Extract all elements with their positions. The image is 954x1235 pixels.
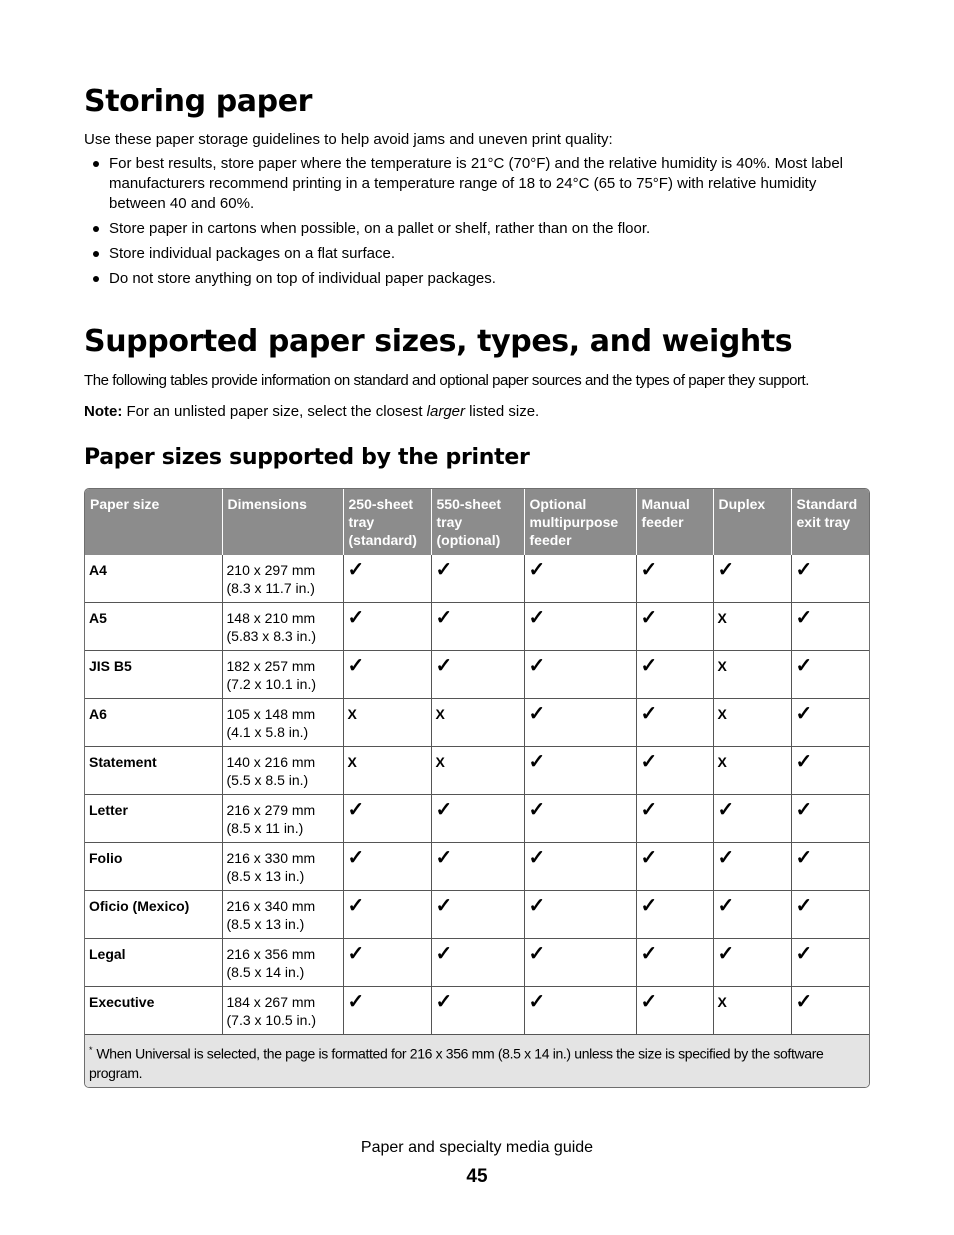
checkmark-icon: ✓: [343, 651, 431, 699]
paper-size-cell: A6: [85, 699, 222, 747]
table-row: [85, 987, 869, 1035]
checkmark-icon: ✓: [713, 555, 791, 603]
checkmark-icon: ✓: [431, 987, 524, 1035]
not-supported-mark: X: [713, 747, 791, 795]
dimensions-cell: [222, 555, 343, 603]
not-supported-mark: X: [431, 699, 524, 747]
checkmark-icon: ✓: [791, 891, 869, 939]
not-supported-mark: X: [713, 699, 791, 747]
checkmark-icon: ✓: [713, 843, 791, 891]
checkmark-icon: ✓: [791, 651, 869, 699]
table-row: [85, 939, 869, 987]
footnote-row: [85, 1035, 869, 1087]
dimensions-in: (7.2 x 10.1 in.): [226, 676, 316, 692]
checkmark-icon: ✓: [431, 651, 524, 699]
checkmark-icon: ✓: [636, 603, 713, 651]
dimensions-in: (4.1 x 5.8 in.): [226, 724, 309, 740]
column-header: Paper size: [85, 489, 222, 555]
supported-sizes-heading: Supported paper sizes, types, and weights: [84, 324, 793, 359]
table-row: [85, 843, 869, 891]
checkmark-icon: ✓: [713, 795, 791, 843]
checkmark-icon: ✓: [524, 939, 636, 987]
dimensions-in: (8.5 x 13 in.): [226, 916, 305, 932]
dimensions-mm: 140 x 216 mm: [226, 754, 316, 770]
storing-intro: Use these paper storage guidelines to help avoid jams and uneven print quality:: [84, 131, 613, 148]
checkmark-icon: ✓: [791, 555, 869, 603]
list-item: For best results, store paper where the temperature is 21°C (70°F) and the relative humidity is 40%. Most label manufacturers recommend printing in a temperature range of 18 to 24°C (65 to 75°F) with relative humidity between 40 and 60%.: [84, 154, 870, 214]
checkmark-icon: ✓: [636, 555, 713, 603]
checkmark-icon: ✓: [636, 843, 713, 891]
dimensions-cell: [222, 987, 343, 1035]
checkmark-icon: ✓: [524, 603, 636, 651]
page-number: 45: [466, 1166, 488, 1187]
checkmark-icon: ✓: [713, 939, 791, 987]
paper-size-cell: Oficio (Mexico): [85, 891, 222, 939]
checkmark-icon: ✓: [636, 747, 713, 795]
dimensions-cell: [222, 939, 343, 987]
checkmark-icon: ✓: [524, 747, 636, 795]
checkmark-icon: ✓: [636, 987, 713, 1035]
paper-size-cell: Folio: [85, 843, 222, 891]
not-supported-mark: X: [343, 747, 431, 795]
checkmark-icon: ✓: [636, 939, 713, 987]
paper-size-cell: A4: [85, 555, 222, 603]
not-supported-mark: X: [713, 987, 791, 1035]
checkmark-icon: ✓: [524, 555, 636, 603]
note-text-post: listed size.: [465, 403, 540, 420]
checkmark-icon: ✓: [343, 987, 431, 1035]
checkmark-icon: ✓: [636, 651, 713, 699]
dimensions-mm: 182 x 257 mm: [226, 658, 316, 674]
table-row: [85, 651, 869, 699]
checkmark-icon: ✓: [524, 795, 636, 843]
checkmark-icon: ✓: [524, 843, 636, 891]
column-header: 250-sheet tray (standard): [343, 489, 431, 555]
checkmark-icon: ✓: [636, 699, 713, 747]
not-supported-mark: X: [343, 699, 431, 747]
table-row: [85, 795, 869, 843]
checkmark-icon: ✓: [343, 555, 431, 603]
footnote-mark: *: [89, 1045, 93, 1055]
column-header: Duplex: [713, 489, 791, 555]
supported-intro: The following tables provide information on standard and optional paper sources and the types of paper they support.: [84, 372, 809, 389]
table-row: [85, 891, 869, 939]
dimensions-cell: [222, 843, 343, 891]
column-header: Optional multipurpose feeder: [524, 489, 636, 555]
column-header: Dimensions: [222, 489, 343, 555]
not-supported-mark: X: [713, 651, 791, 699]
dimensions-in: (7.3 x 10.5 in.): [226, 1012, 316, 1028]
checkmark-icon: ✓: [791, 939, 869, 987]
table-header-row: [85, 489, 869, 555]
checkmark-icon: ✓: [524, 699, 636, 747]
checkmark-icon: ✓: [343, 843, 431, 891]
dimensions-cell: [222, 651, 343, 699]
column-header: 550-sheet tray (optional): [431, 489, 524, 555]
paper-size-cell: A5: [85, 603, 222, 651]
footnote-cell: [85, 1035, 869, 1087]
paper-sizes-table: [84, 488, 870, 1088]
paper-size-cell: Letter: [85, 795, 222, 843]
not-supported-mark: X: [713, 603, 791, 651]
table-row: [85, 747, 869, 795]
checkmark-icon: ✓: [343, 939, 431, 987]
dimensions-in: (5.5 x 8.5 in.): [226, 772, 309, 788]
dimensions-mm: 148 x 210 mm: [226, 610, 316, 626]
note-text-pre: For an unlisted paper size, select the closest: [122, 403, 427, 420]
checkmark-icon: ✓: [791, 603, 869, 651]
checkmark-icon: ✓: [431, 843, 524, 891]
checkmark-icon: ✓: [431, 555, 524, 603]
dimensions-mm: 216 x 330 mm: [226, 850, 316, 866]
column-header: Standard exit tray: [791, 489, 869, 555]
checkmark-icon: ✓: [431, 891, 524, 939]
checkmark-icon: ✓: [791, 747, 869, 795]
checkmark-icon: ✓: [431, 939, 524, 987]
dimensions-in: (8.5 x 13 in.): [226, 868, 305, 884]
dimensions-in: (8.5 x 14 in.): [226, 964, 305, 980]
list-item: Store paper in cartons when possible, on a pallet or shelf, rather than on the floor.: [84, 219, 870, 239]
checkmark-icon: ✓: [713, 891, 791, 939]
checkmark-icon: ✓: [431, 795, 524, 843]
list-item: Do not store anything on top of individual paper packages.: [84, 269, 870, 289]
paper-sizes-heading: Paper sizes supported by the printer: [84, 445, 530, 470]
checkmark-icon: ✓: [343, 891, 431, 939]
dimensions-mm: 216 x 340 mm: [226, 898, 316, 914]
dimensions-in: (8.3 x 11.7 in.): [226, 580, 315, 596]
checkmark-icon: ✓: [524, 987, 636, 1035]
checkmark-icon: ✓: [791, 843, 869, 891]
note-paragraph: [84, 402, 539, 422]
dimensions-mm: 105 x 148 mm: [226, 706, 316, 722]
paper-size-cell: JIS B5: [85, 651, 222, 699]
list-item: Store individual packages on a flat surface.: [84, 244, 870, 264]
checkmark-icon: ✓: [343, 603, 431, 651]
checkmark-icon: ✓: [636, 795, 713, 843]
table-body: [85, 555, 869, 1035]
guide-title: Paper and specialty media guide: [360, 1139, 594, 1156]
dimensions-mm: 216 x 356 mm: [226, 946, 316, 962]
table-row: [85, 603, 869, 651]
dimensions-mm: 184 x 267 mm: [226, 994, 316, 1010]
checkmark-icon: ✓: [791, 699, 869, 747]
column-header: Manual feeder: [636, 489, 713, 555]
dimensions-in: (8.5 x 11 in.): [226, 820, 304, 836]
dimensions-cell: [222, 891, 343, 939]
note-label: Note:: [84, 403, 123, 420]
dimensions-in: (5.83 x 8.3 in.): [226, 628, 316, 644]
dimensions-cell: [222, 747, 343, 795]
dimensions-cell: [222, 699, 343, 747]
not-supported-mark: X: [431, 747, 524, 795]
dimensions-cell: [222, 795, 343, 843]
paper-size-cell: Executive: [85, 987, 222, 1035]
paper-size-cell: Statement: [85, 747, 222, 795]
dimensions-mm: 210 x 297 mm: [226, 562, 316, 578]
dimensions-mm: 216 x 279 mm: [226, 802, 316, 818]
checkmark-icon: ✓: [431, 603, 524, 651]
footnote-text: When Universal is selected, the page is formatted for 216 x 356 mm (8.5 x 14 in.) unless the size is specified by the software program.: [89, 1045, 824, 1081]
note-emphasis: larger: [426, 403, 466, 420]
checkmark-icon: ✓: [791, 987, 869, 1035]
paper-size-cell: Legal: [85, 939, 222, 987]
checkmark-icon: ✓: [524, 651, 636, 699]
storing-paper-heading: Storing paper: [84, 84, 313, 119]
table-row: [85, 555, 869, 603]
dimensions-cell: [222, 603, 343, 651]
checkmark-icon: ✓: [636, 891, 713, 939]
storing-guidelines-list: [84, 154, 870, 294]
table-row: [85, 699, 869, 747]
checkmark-icon: ✓: [343, 795, 431, 843]
checkmark-icon: ✓: [791, 795, 869, 843]
checkmark-icon: ✓: [524, 891, 636, 939]
